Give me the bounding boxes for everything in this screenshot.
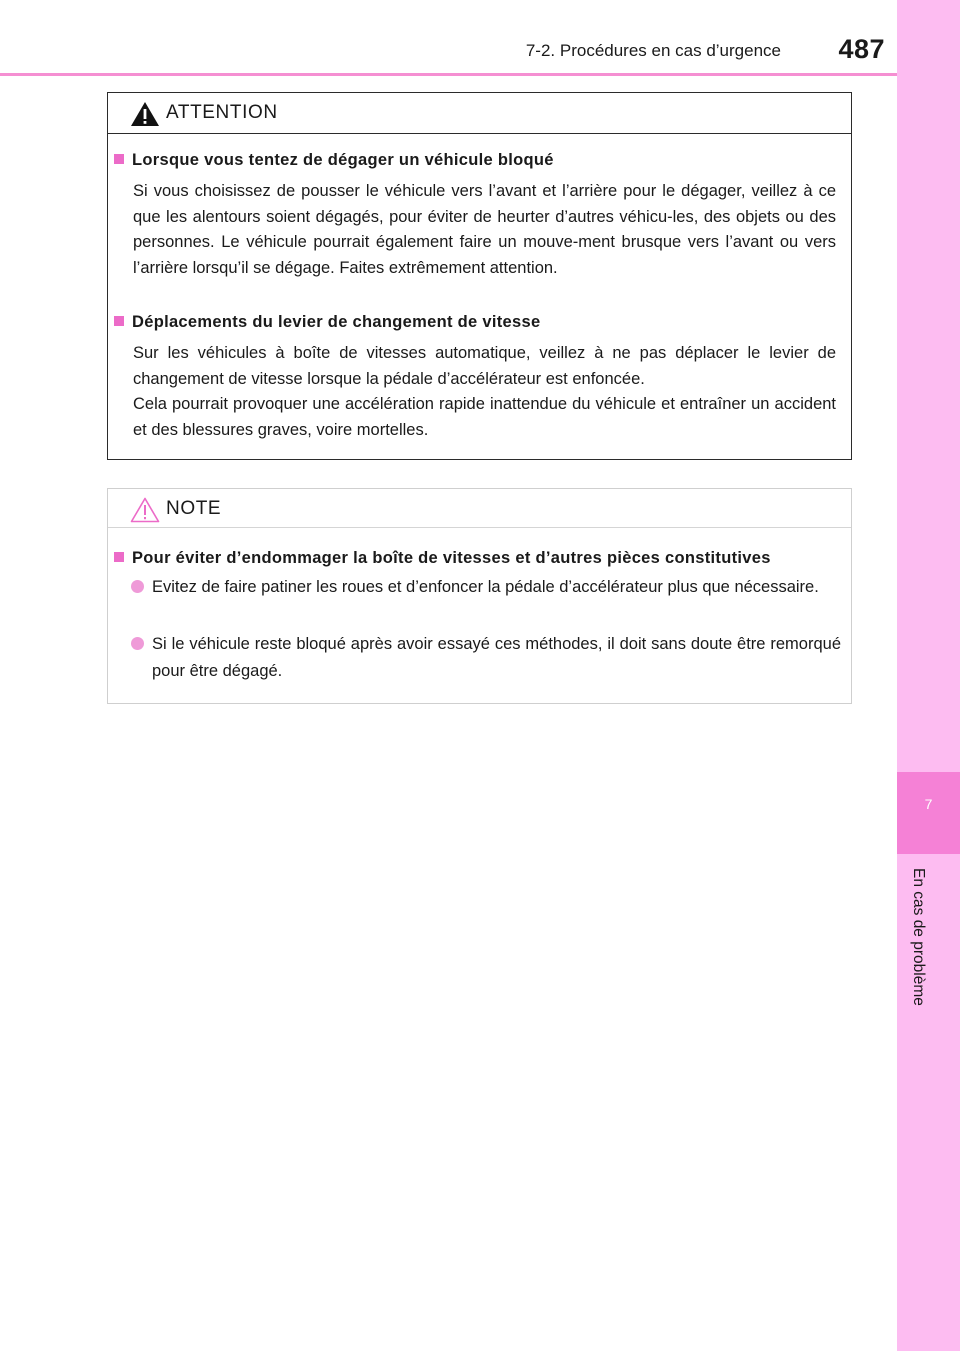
section-title: 7-2. Procédures en cas d’urgence [525,41,781,60]
page-number: 487 [838,34,885,64]
warning-triangle-icon [129,100,161,128]
attention-item-heading: Lorsque vous tentez de dégager un véhicule bloqué [114,151,841,170]
chapter-side-tab [897,0,960,1351]
square-bullet-icon [114,154,124,164]
note-title: NOTE [166,498,222,519]
note-bullet-text: Evitez de faire patiner les roues et d’enfoncer la pédale d’accélérateur plus que nécessaire. [152,578,819,596]
round-bullet-icon [131,580,144,593]
chapter-title: En cas de problème [910,868,927,1006]
square-bullet-icon [114,316,124,326]
attention-box [107,92,852,460]
note-header [108,489,851,528]
chapter-number: 7 [924,796,933,812]
header-rule [0,73,897,76]
attention-title: ATTENTION [166,102,278,123]
attention-item-text: Si vous choisissez de pousser le véhicule vers l’avant et l’arrière pour le dégager, veillez à ce que les alentours soient dégagés, pour éviter de heurter d’autres véhicu-les, des objets ou des personnes. Le véhicule pourrait également faire un mouve-ment brusque vers l’avant ou vers l’arrière lorsqu’il se dégage. Faites extrêmement attention. [133,182,836,277]
attention-item-text: Cela pourrait provoquer une accélération rapide inattendue du véhicule et entraîner un accident et des blessures graves, voire mortelles. [133,395,836,439]
square-bullet-icon [114,552,124,562]
note-heading: Pour éviter d’endommager la boîte de vitesses et d’autres pièces constitutives [114,549,841,568]
round-bullet-icon [131,637,144,650]
attention-item-heading: Déplacements du levier de changement de vitesse [114,313,841,332]
attention-item-text: Sur les véhicules à boîte de vitesses automatique, veillez à ne pas déplacer le levier de changement de vitesse lorsque la pédale d’accélérateur est enfoncée. [133,344,836,388]
warning-triangle-outline-icon [129,496,161,524]
note-bullet-text: Si le véhicule reste bloqué après avoir essayé ces méthodes, il doit sans doute être remorqué pour être dégagé. [152,635,841,680]
note-box [107,488,852,704]
chapter-number-block [897,772,960,854]
attention-header [108,93,851,134]
